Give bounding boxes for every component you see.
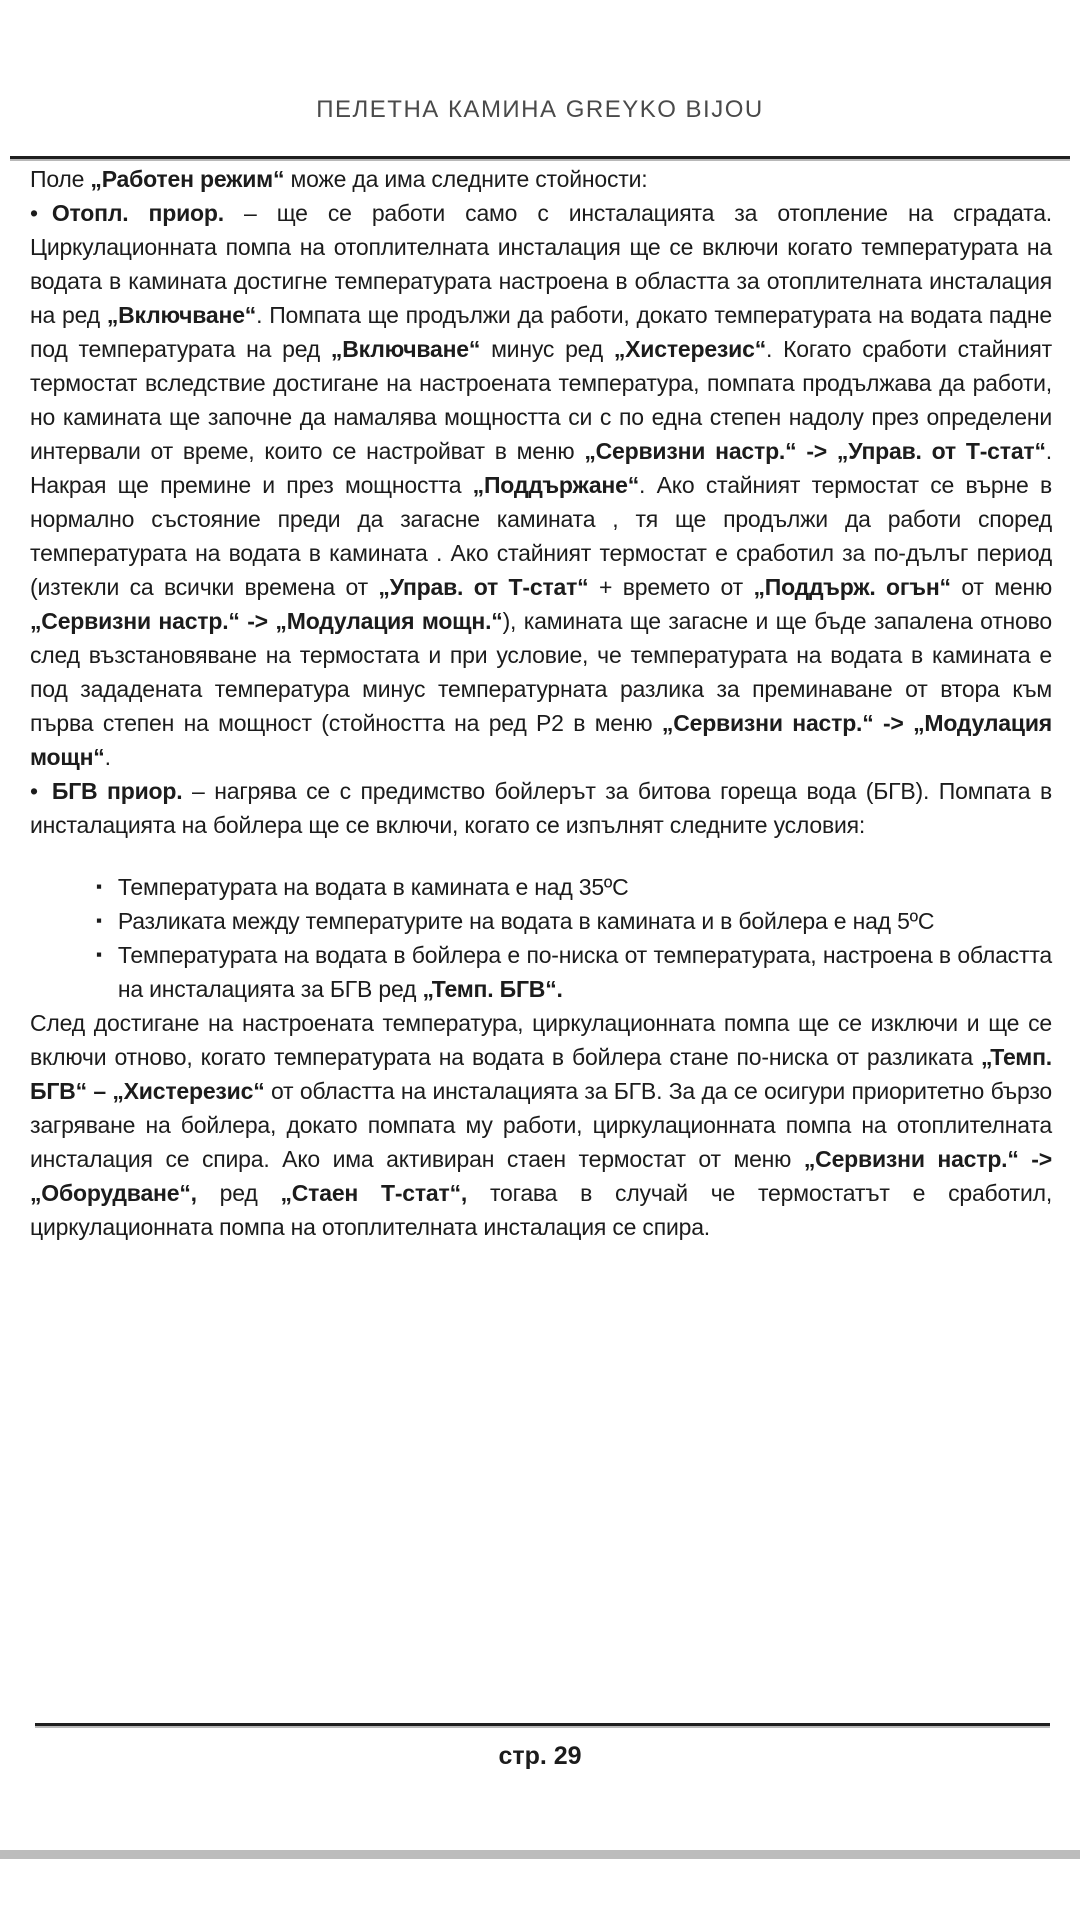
bottom-gray-bar [0, 1850, 1080, 1859]
list-item [96, 870, 1052, 904]
bullet-marker: • [30, 778, 38, 804]
header-divider [10, 156, 1070, 159]
document-body [30, 162, 1052, 1244]
footer-divider [35, 1723, 1050, 1726]
square-bullet-marker: ▪ [96, 945, 102, 964]
square-bullet-marker: ▪ [96, 877, 102, 896]
condition-temp-difference-text: Разликата между температурите на водата в камината и в бойлера е над 5ºС [117, 908, 935, 934]
list-item [96, 938, 1052, 1006]
bullet-dhw-priority-text: БГВ приор. – нагрява се с предимство бойлерът за битова гореща вода (БГВ). Помпата в инсталацията на бойлера ще се включи, когато се изпълнят следните условия: [30, 778, 1052, 838]
bullet-heating-priority-text: Отопл. приор. – ще се работи само с инсталацията за отопление на сградата. Циркулационната помпа на отоплителната инсталация ще се включи когато температурата на водата в камината достигне температурата настроена в областта за отоплителната инсталация на ред „Включване“. Помпата ще продължи да работи, докато температурата на водата падне под температурата на ред „Включване“ минус ред „Хистерезис“. Когато сработи стайният термостат вследствие достигане на настроената температура, помпата продължава да работи, но камината ще започне да намалява мощността си с по една степен надолу през определени интервали от време, които се настройват в меню „Сервизни настр.“ -> „Управ. от Т-стат“. Накрая ще премине и през мощността „Поддържане“. Ако стайният термостат се върне в нормално състояние преди да загасне камината , тя ще продължи да работи според температурата на водата в камината . Ако стайният термостат е сработил за по-дълъг период (изтекли са всички времена от „Управ. от Т-стат“ + времето от „Поддърж. огън“ от меню „Сервизни настр.“ -> „Модулация мощн.“), камината ще загасне и ще бъде запалена отново след възстановяване на термостата и при условие, че температурата на водата в камината е под зададената температура минус температурната разлика за преминаване от втора към първа степен на мощност (стойността на ред P2 в меню „Сервизни настр.“ -> „Модулация мощн“. [30, 200, 1053, 770]
closing-paragraph: След достигане на настроената температура, циркулационната помпа ще се изключи и ще се включи отново, когато температурата на водата в бойлера стане по-ниска от разликата „Темп. БГВ“ – „Хистерезис“ от областта на инсталацията за БГВ. За да се осигури приоритетно бързо загряване на бойлера, докато помпата му работи, циркулационната помпа на отоплителната инсталация се спира. Ако има активиран стаен термостат от меню „Сервизни настр.“ -> „Оборудване“, ред „Стаен Т-стат“, тогава в случай че термостатът е сработил, циркулационната помпа на отоплителната инсталация се спира. [30, 1010, 1053, 1240]
condition-water-temp-text: Температурата на водата в камината е над 35ºС [117, 874, 629, 900]
square-bullet-marker: ▪ [96, 911, 102, 930]
page-header-title: ПЕЛЕТНА КАМИНА GREYKO BIJOU [316, 96, 764, 123]
bullet-heating-priority-paragraph [30, 196, 1052, 774]
dhw-conditions-list [30, 870, 1052, 1006]
condition-boiler-temp-text: Температурата на водата в бойлера е по-ниска от температурата, настроена в областта на инсталацията за БГВ ред „Темп. БГВ“. [117, 942, 1052, 1002]
page-number: стр. 29 [498, 1742, 582, 1770]
bullet-marker: • [30, 200, 38, 226]
intro-paragraph: Поле „Работен режим“ може да има следните стойности: [30, 166, 648, 192]
bullet-dhw-priority-paragraph [30, 774, 1052, 842]
list-item [96, 904, 1052, 938]
